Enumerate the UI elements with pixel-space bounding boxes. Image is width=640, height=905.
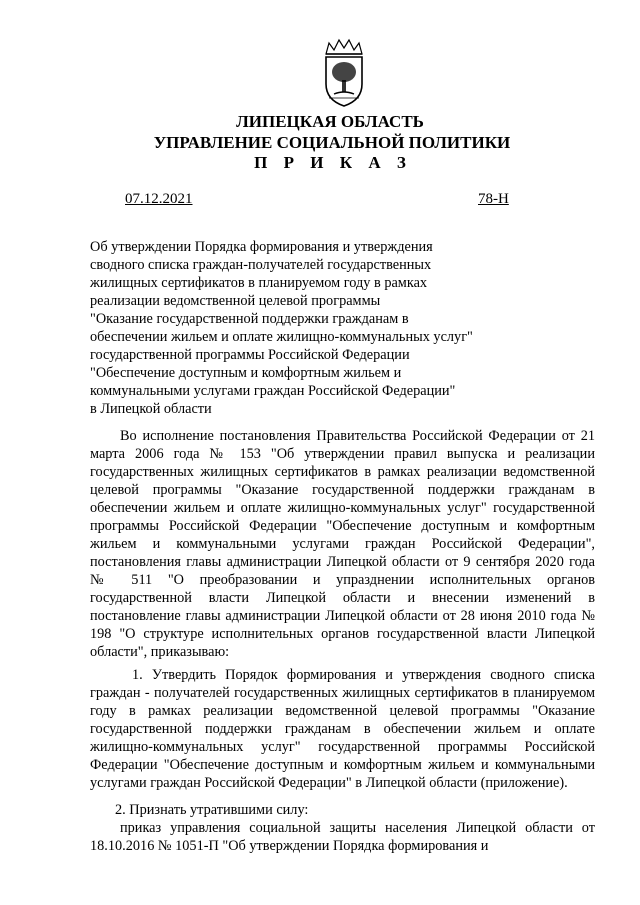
- document-type: П Р И К А З: [254, 153, 412, 172]
- region-title: ЛИПЕЦКАЯ ОБЛАСТЬ: [236, 112, 424, 131]
- preamble-paragraph: Во исполнение постановления Правительства Российской Федерации от 21 марта 2006 года № 153 "Об утверждении правил выпуска и реализации государственных жилищных сертификатов в рамках реализации ведомственной целевой программы "Оказание государственной поддержки гражданам в обеспечении жильем и оплате жилищно-коммунальных услуг" государственной программы Российской Федерации "Обеспечение доступным и комфортным жильем и коммунальными услугами граждан Российской Федерации", постановления главы администрации Липецкой области от 9 сентября 2020 года № 511 "О преобразовании и упразднении исполнительных органов государственной власти Липецкой области и внесении изменений в постановление главы администрации Липецкой области от 28 июня 2010 года № 198 "О структуре исполнительных органов государственной власти Липецкой области", приказываю:: [90, 428, 595, 660]
- order-subject: Об утверждении Порядка формирования и утверждения сводного списка граждан-получателей государственных жилищных сертификатов в планируемом году в рамках реализации ведомственной целевой программы "Оказание государственной поддержки гражданам в обеспечении жильем и оплате жилищно-коммунальных услуг" государственной программы Российской Федерации "Обеспечение доступным и комфортным жильем и коммунальными услугами граждан Российской Федерации" в Липецкой области: [90, 239, 473, 417]
- department-title: УПРАВЛЕНИЕ СОЦИАЛЬНОЙ ПОЛИТИКИ: [153, 133, 511, 152]
- clause-2-paragraph: приказ управления социальной защиты населения Липецкой области от 18.10.2016 № 1051-П "Об утверждении Порядка формирования и: [90, 820, 595, 854]
- clause-2-heading: 2. Признать утратившими силу:: [115, 802, 309, 818]
- order-date: 07.12.2021: [125, 191, 193, 207]
- clause-1-paragraph: 1. Утвердить Порядок формирования и утверждения сводного списка граждан - получателей государственных жилищных сертификатов в планируемом году в рамках реализации ведомственной целевой программы "Оказание государственной поддержки гражданам в обеспечении жильем и оплате жилищно-коммунальных услуг" государственной программы Российской Федерации "Обеспечение доступным и комфортным жильем и коммунальными услугами граждан Российской Федерации" в Липецкой области (приложение).: [90, 667, 595, 791]
- coat-of-arms-icon: [318, 38, 370, 108]
- order-number: 78-Н: [478, 191, 509, 207]
